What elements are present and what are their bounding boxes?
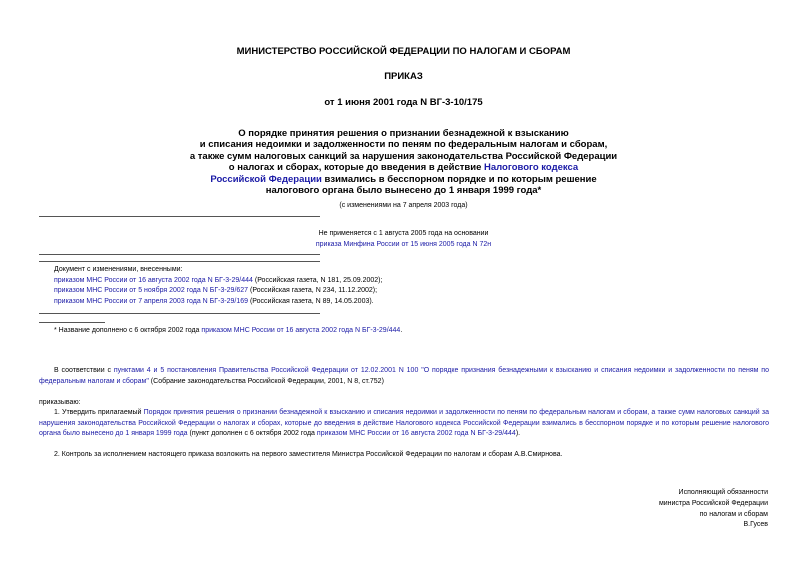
footnote: * Название дополнено с 6 октября 2002 года приказом МНС России от 16 августа 2002 года N БГ-3-29/444.: [54, 327, 403, 334]
signature-block: Исполняющий обязанности министра Российской Федерации по налогам и сборам В.Гусев: [659, 488, 768, 531]
title-line: Российской Федерации взимались в бесспорном порядке и по которым решение: [210, 173, 597, 185]
amendment-item: приказом МНС России от 16 августа 2002 года N БГ-3-29/444 (Российская газета, N 181, 25.09.2002);: [54, 276, 383, 284]
footnote-divider: [39, 322, 105, 323]
mof-order-link[interactable]: приказа Минфина России от 15 июня 2005 года N 72н: [315, 240, 492, 248]
title-line: о налогах и сборах, которые до введения в действие Налогового кодекса: [228, 162, 579, 174]
order-word: приказываю:: [39, 399, 81, 406]
amendment-link[interactable]: приказом МНС России от 16 августа 2002 года N БГ-3-29/444: [316, 430, 516, 437]
footnote-link[interactable]: приказом МНС России от 16 августа 2002 года N БГ-3-29/444: [201, 327, 401, 334]
doc-date-number: от 1 июня 2001 года N ВГ-3-10/175: [324, 97, 483, 108]
title-line: а также сумм налоговых санкций за нарушения законодательства Российской Федерации: [189, 150, 618, 162]
title-line: и списания недоимки и задолженности по пеням по федеральным налогам и сборам,: [199, 139, 608, 151]
doc-type-heading: ПРИКАЗ: [384, 71, 423, 82]
tax-code-link[interactable]: Налогового кодекса: [484, 162, 579, 174]
amendment-link[interactable]: приказом МНС России от 16 августа 2002 года N БГ-3-29/444: [54, 276, 253, 284]
preamble: В соответствии с пунктами 4 и 5 постановления Правительства Российской Федерации от 12.02.2001 N 100 "О порядке признания безнадежными к взысканию и списания недоимки и задолженности по пеням по федеральным налогам и сборам" (Собрание законодательства Российской Федерации, 2001, N 8, ст.752): [39, 367, 769, 385]
divider: [39, 254, 320, 255]
tax-code-link[interactable]: Российской Федерации: [210, 173, 322, 185]
order-item-2: 2. Контроль за исполнением настоящего приказа возложить на первого заместителя Министра Российской Федерации по налогам и сборам А.В.Смирнова.: [54, 451, 563, 458]
government-decree-link[interactable]: пунктами 4 и 5 постановления Правительства Российской Федерации от 12.02.2001 N 100 "О порядке признания безнадежными к взысканию и списания недоимки и задолженности по пеням по федеральным налогам и сборам": [39, 367, 769, 385]
procedure-link[interactable]: Порядок принятия решения о признании безнадежной к взысканию и списания недоимки и задолженности по пеням по федеральным налогам и сборам, а также сумм налоговых санкций за нарушения законодательства Российской Федерации о налогах и сборах, которые до введения в действие Налогового кодекса Российской Федерации взимались в бесспорном порядке и по которым решение налогового органа было вынесено до 1 января 1999 года: [39, 409, 769, 437]
title-line: О порядке принятия решения о признании безнадежной к взысканию: [238, 128, 569, 139]
changes-note: (с изменениями на 7 апреля 2003 года): [339, 202, 468, 209]
document-title: [0, 128, 807, 196]
amendment-link[interactable]: приказом МНС России от 7 апреля 2003 года N БГ-3-29/169: [54, 297, 249, 305]
divider: [39, 216, 320, 217]
amendment-item: приказом МНС России от 7 апреля 2003 года N БГ-3-29/169 (Российская газета, N 89, 14.05.2003).: [54, 297, 374, 305]
divider: [39, 313, 320, 314]
amendment-item: приказом МНС России от 5 ноября 2002 года N БГ-3-29/627 (Российская газета, N 234, 11.12.2002);: [54, 287, 378, 294]
amendments-list: Документ с изменениями, внесенными: приказом МНС России от 16 августа 2002 года N БГ-3-29/444 (Российская газета, N 181, 25.09.2002); приказом МНС России от 5 ноября 2002 года N БГ-3-29/627 (Российская газета, N 234, 11.12.2002); приказом МНС России от 7 апреля 2003 года N БГ-3-29/169 (Российская газета, N 89, 14.05.2003).: [54, 265, 382, 307]
divider: [39, 261, 320, 262]
order-item-1: 1. Утвердить прилагаемый Порядок принятия решения о признании безнадежной к взысканию и списания недоимки и задолженности по пеням по федеральным налогам и сборам, а также сумм налоговых санкций за нарушения законодательства Российской Федерации о налогах и сборах, которые до введения в действие Налогового кодекса Российской Федерации взимались в бесспорном порядке и по которым решение налогового органа было вынесено до 1 января 1999 года (пункт дополнен с 6 октября 2002 года приказом МНС России от 16 августа 2002 года N БГ-3-29/444).: [39, 409, 769, 437]
title-line: налогового органа было вынесено до 1 января 1999 года*: [265, 185, 542, 197]
ministry-heading: МИНИСТЕРСТВО РОССИЙСКОЙ ФЕДЕРАЦИИ ПО НАЛОГАМ И СБОРАМ: [236, 46, 571, 57]
signatory-name: В.Гусев: [743, 521, 768, 529]
amendment-link[interactable]: приказом МНС России от 5 ноября 2002 года N БГ-3-29/627: [54, 287, 249, 294]
not-applied-notice: Не применяется с 1 августа 2005 года на основании приказа Минфина России от 15 июня 2005 года N 72н: [0, 229, 807, 250]
